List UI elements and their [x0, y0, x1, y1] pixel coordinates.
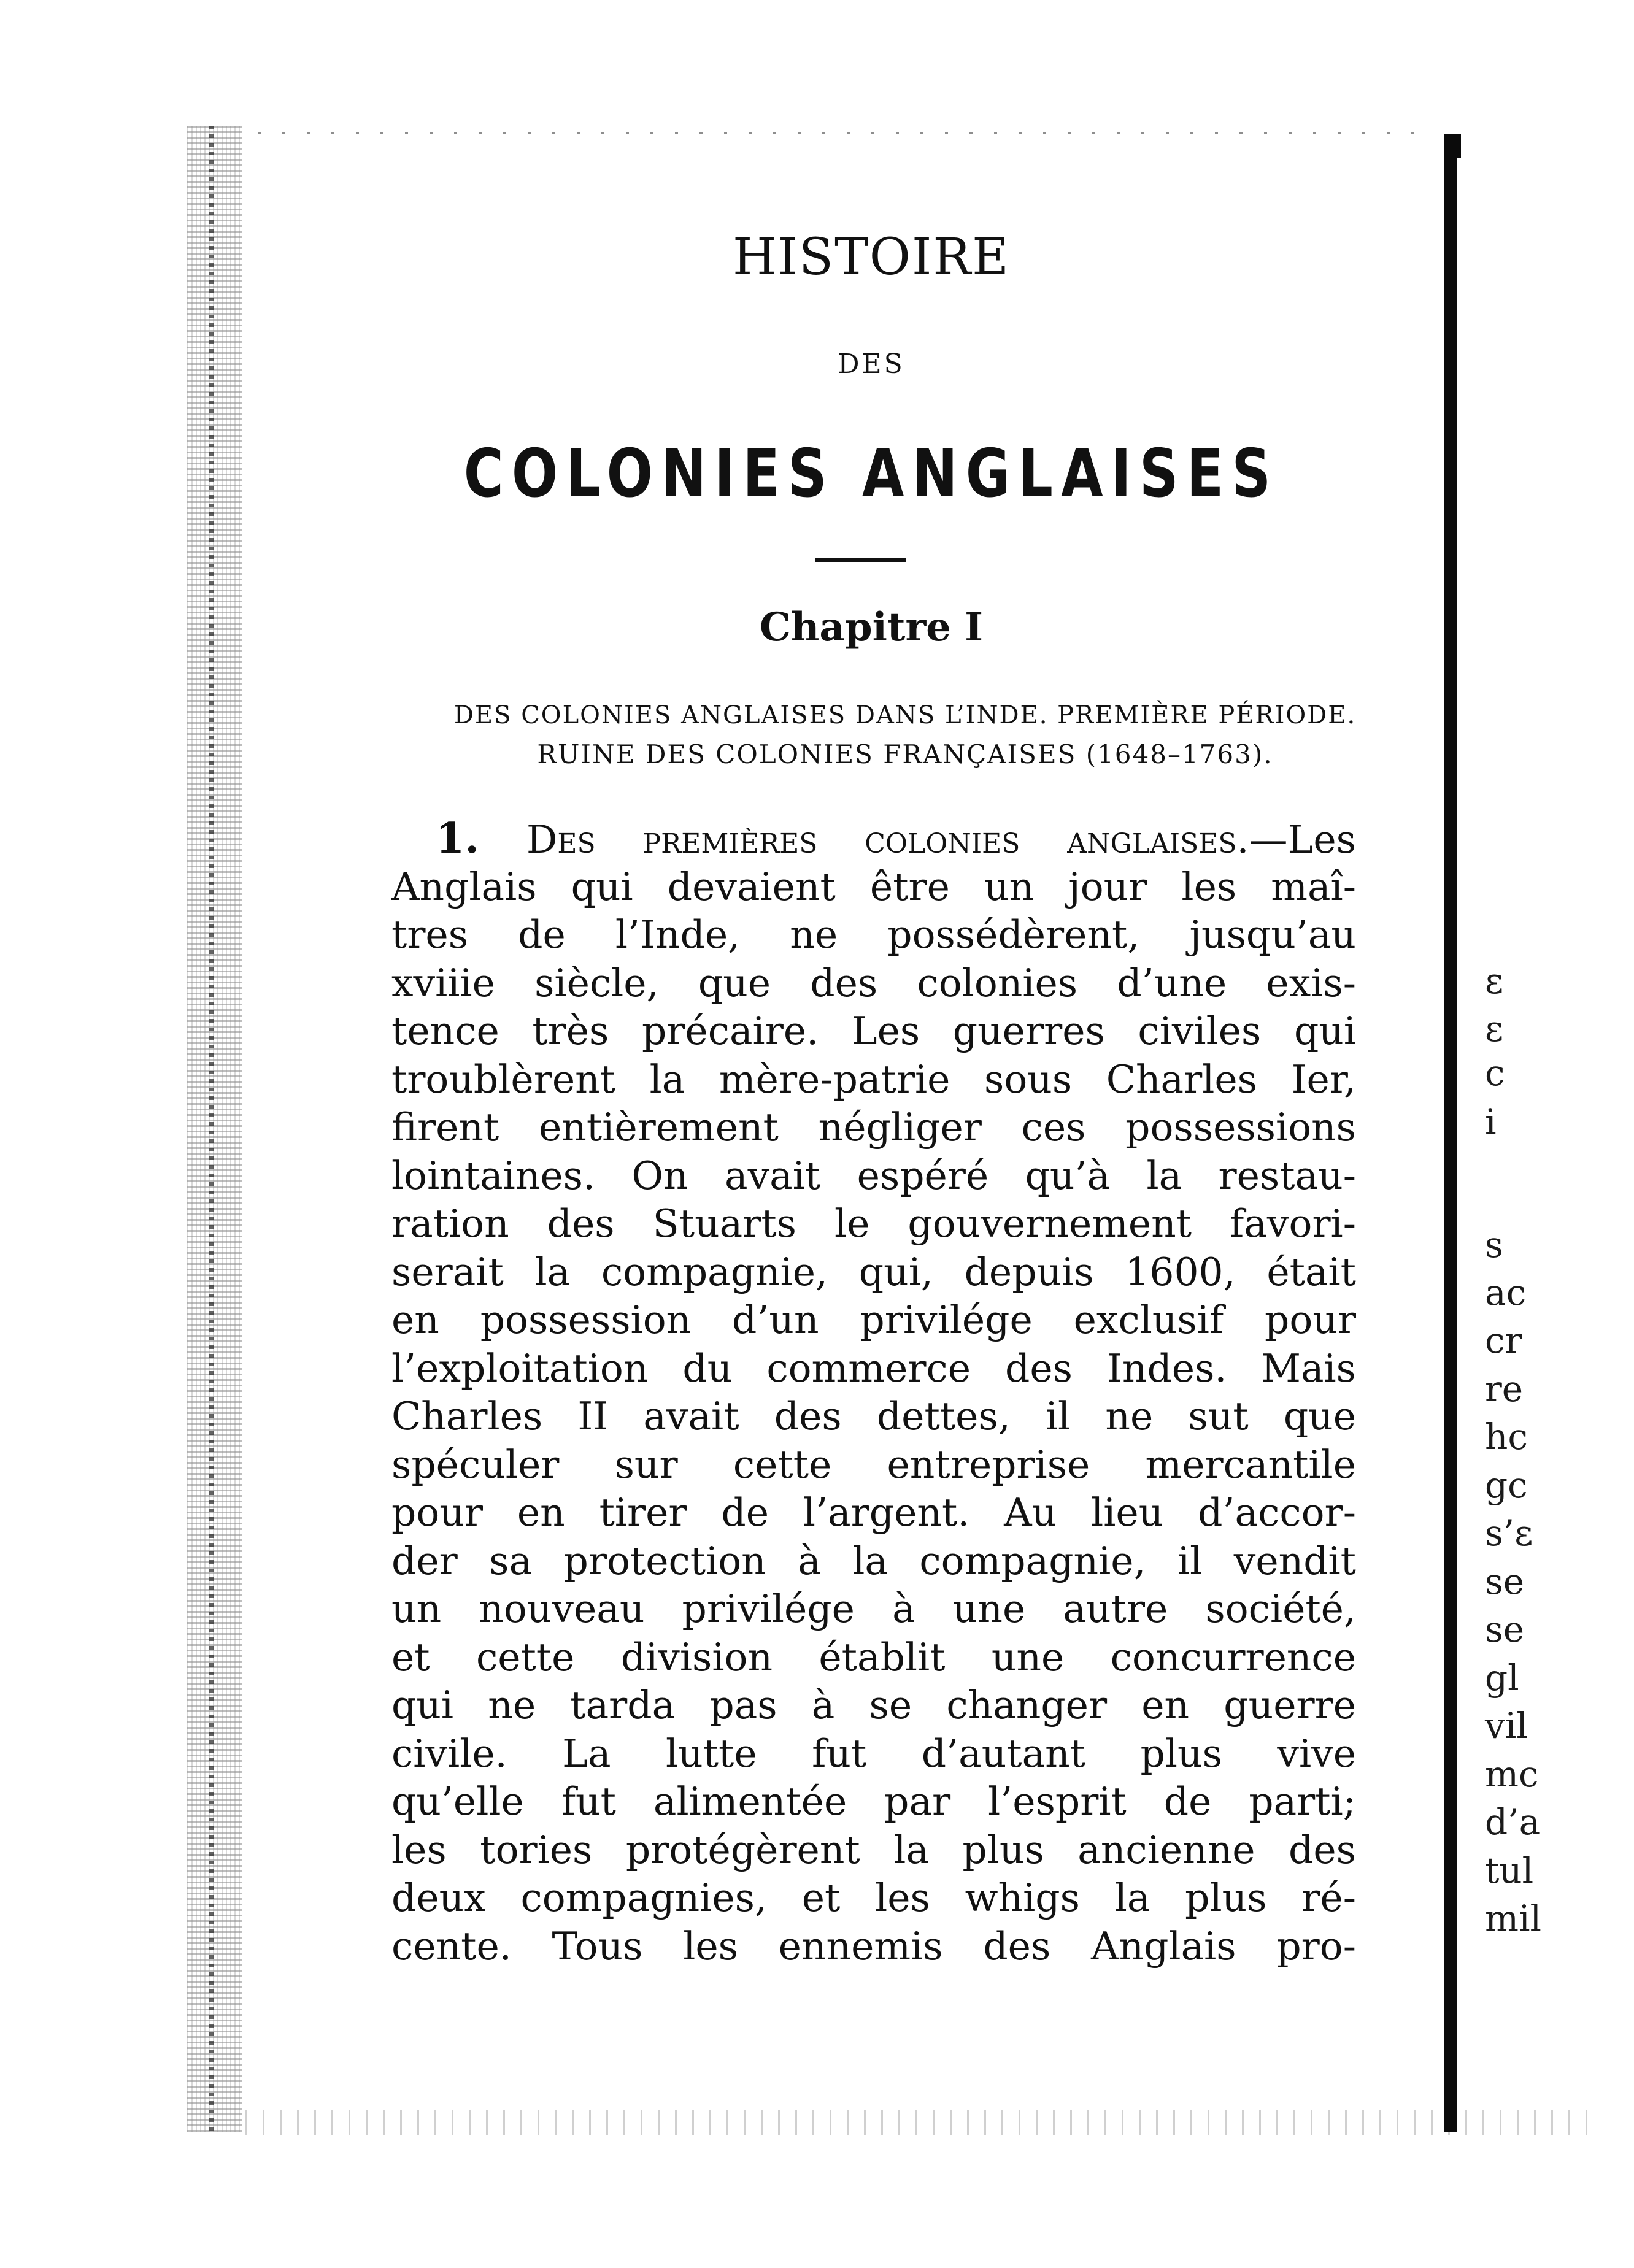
body-line: qu’elle fut alimentée par l’esprit de parti;	[391, 1779, 1356, 1824]
page-edge-divider	[1444, 134, 1457, 2132]
next-page-fragment: vil	[1485, 1705, 1528, 1747]
paragraph-number: 1.	[436, 814, 479, 863]
next-page-fragment: s	[1485, 1224, 1503, 1266]
body-line: les tories protégèrent la plus ancienne des	[391, 1827, 1356, 1872]
body-line: l’exploitation du commerce des Indes. Mais	[391, 1345, 1356, 1391]
body-line: troublèrent la mère-patrie sous Charles Ier,	[391, 1056, 1356, 1102]
left-gutter-scan-noise	[187, 126, 242, 2132]
body-line: pour en tirer de l’argent. Au lieu d’accor-	[391, 1490, 1356, 1535]
next-page-fragment: i	[1485, 1101, 1497, 1143]
next-page-fragment: ε	[1485, 960, 1504, 1002]
body-line: deux compagnies, et les whigs la plus ré-	[391, 1875, 1356, 1920]
body-line: cente. Tous les ennemis des Anglais pro-	[391, 1923, 1356, 1969]
chapter-subtitle-line-2: RUINE DES COLONIES FRANÇAISES (1648–1763).	[537, 739, 1273, 769]
body-line: der sa protection à la compagnie, il vendit	[391, 1538, 1356, 1583]
next-page-fragment: c	[1485, 1052, 1505, 1094]
next-page-fragment: se	[1485, 1609, 1525, 1650]
body-line: firent entièrement négliger ces possessions	[391, 1105, 1356, 1150]
next-page-fragment: mc	[1485, 1753, 1539, 1795]
body-paragraph	[391, 815, 1356, 1970]
next-page-fragment: cr	[1485, 1320, 1522, 1361]
bottom-scan-dots	[245, 2110, 1595, 2135]
left-gutter-edge	[209, 126, 214, 2132]
next-page-fragment: tul	[1485, 1850, 1534, 1891]
page-edge-tick	[1457, 134, 1461, 158]
next-page-fragment: mil	[1485, 1897, 1542, 1939]
body-line: serait la compagnie, qui, depuis 1600, était	[391, 1249, 1356, 1294]
next-page-fragment: ac	[1485, 1272, 1527, 1313]
book-title-main: COLONIES ANGLAISES	[463, 436, 1279, 512]
next-page-fragment: gl	[1485, 1657, 1519, 1699]
body-line: lointaines. On avait espéré qu’à la restau-	[391, 1153, 1356, 1198]
body-line: tres de l’Inde, ne possédèrent, jusqu’au	[391, 912, 1356, 957]
body-line-text: —Les	[1249, 817, 1356, 862]
next-page-fragment: re	[1485, 1368, 1524, 1410]
body-line: Anglais qui devaient être un jour les maî-	[391, 864, 1356, 909]
body-line: en possession d’un privilége exclusif pour	[391, 1297, 1356, 1342]
next-page-fragment: ε	[1485, 1008, 1504, 1050]
next-page-fragment: hc	[1485, 1416, 1528, 1458]
chapter-heading: Chapitre I	[759, 604, 984, 650]
body-line: civile. La lutte fut d’autant plus vive	[391, 1731, 1356, 1776]
paragraph-heading: Des premières colonies anglaises.	[526, 817, 1249, 862]
next-page-fragment: d’a	[1485, 1801, 1541, 1843]
body-line: qui ne tarda pas à se changer en guerre	[391, 1683, 1356, 1728]
next-page-fragment: s’ε	[1485, 1512, 1533, 1554]
top-scan-dots	[258, 132, 1424, 134]
next-page-fragment: gc	[1485, 1464, 1528, 1506]
body-line: spéculer sur cette entreprise mercantile	[391, 1442, 1356, 1487]
next-page-fragment: se	[1485, 1561, 1525, 1602]
body-line: ration des Stuarts le gouvernement favori-	[391, 1201, 1356, 1246]
body-line: xviiie siècle, que des colonies d’une exis-	[391, 960, 1356, 1005]
title-rule-divider	[815, 558, 906, 562]
body-line: tence très précaire. Les guerres civiles qui	[391, 1009, 1356, 1053]
book-title-connector: DES	[838, 348, 905, 380]
chapter-subtitle-line-1: DES COLONIES ANGLAISES DANS L’INDE. PREMIÈRE PÉRIODE.	[453, 701, 1357, 729]
body-line: Charles II avait des dettes, il ne sut que	[391, 1394, 1356, 1439]
body-line: et cette division établit une concurrence	[391, 1634, 1356, 1680]
body-line: un nouveau privilége à une autre société,	[391, 1586, 1356, 1631]
body-line	[391, 815, 1356, 863]
book-title: HISTOIRE	[733, 228, 1010, 286]
